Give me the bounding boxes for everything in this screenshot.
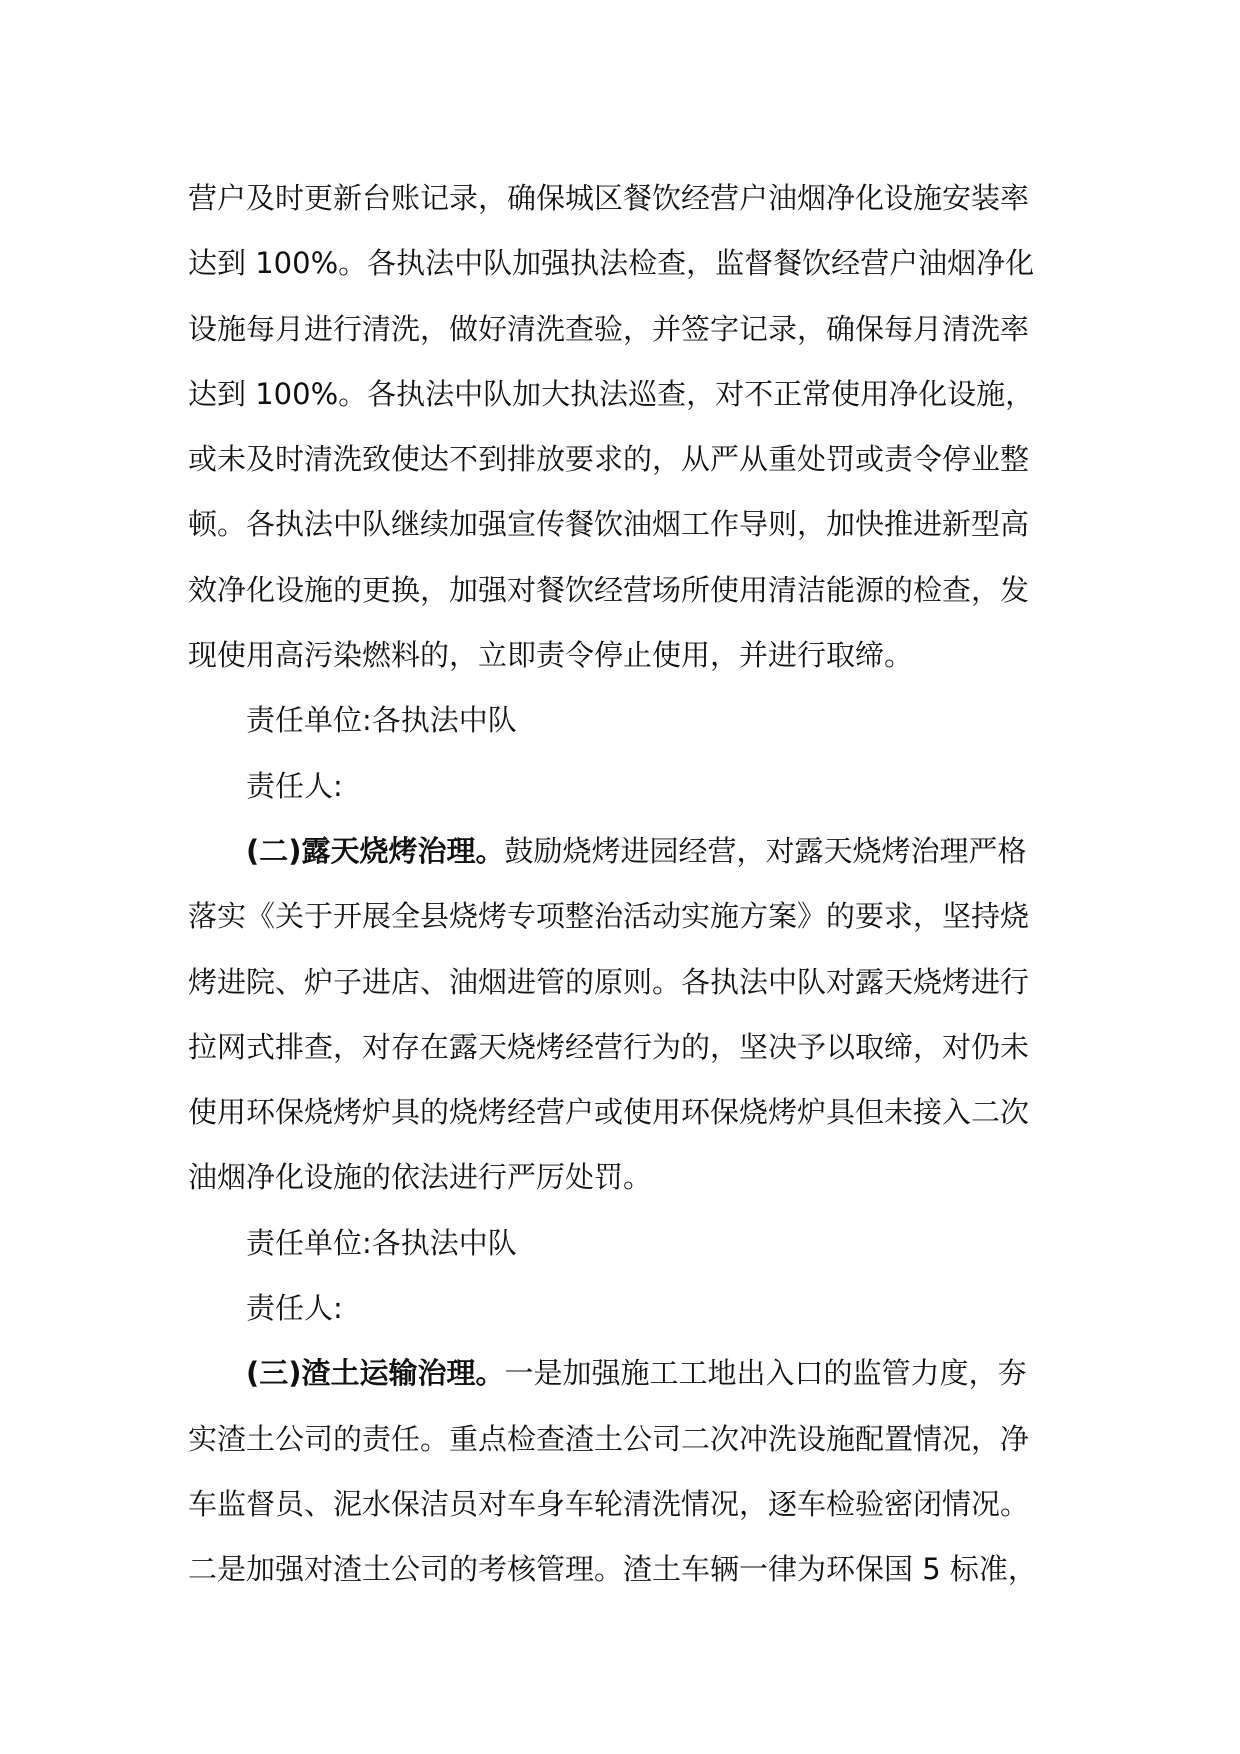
section-2-first-line-text: 鼓励烧烤进园经营，对露天烧烤治理严格	[504, 833, 1027, 868]
responsible-unit: 责任单位:各执法中队	[246, 1225, 517, 1260]
paragraph-line: 或未及时清洗致使达不到排放要求的，从严从重处罚或责令停业整	[188, 442, 1030, 477]
paragraph-line: 顿。各执法中队继续加强宣传餐饮油烟工作导则，加快推进新型高	[188, 507, 1030, 542]
responsible-unit: 责任单位:各执法中队	[246, 703, 517, 738]
responsible-person: 责任人:	[246, 1291, 343, 1326]
paragraph-line: 效净化设施的更换，加强对餐饮经营场所使用清洁能源的检查，发	[188, 572, 1030, 607]
paragraph-line: 二是加强对渣土公司的考核管理。渣土车辆一律为环保国 5 标准，	[188, 1552, 1037, 1587]
paragraph-line: 营户及时更新台账记录，确保城区餐饮经营户油烟净化设施安装率	[188, 181, 1030, 215]
paragraph-line: 达到 100%。各执法中队加强执法检查，监督餐饮经营户油烟净化	[188, 246, 1035, 281]
section-2-heading: (二)露天烧烤治理。	[246, 833, 505, 868]
paragraph-line: 设施每月进行清洗，做好清洗查验，并签字记录，确保每月清洗率	[188, 311, 1030, 346]
paragraph-line: 烤进院、炉子进店、油烟进管的原则。各执法中队对露天烧烤进行	[188, 964, 1030, 999]
document-body	[188, 166, 1040, 1603]
paragraph-line: 使用环保烧烤炉具的烧烤经营户或使用环保烧烤炉具但未接入二次	[188, 1095, 1030, 1130]
section-3-heading: (三)渣土运输治理。	[246, 1356, 505, 1391]
paragraph-line: 油烟净化设施的依法进行严厉处罚。	[188, 1160, 653, 1195]
paragraph-line: 拉网式排查，对存在露天烧烤经营行为的，坚决予以取缔，对仍未	[188, 1029, 1030, 1064]
section-3-first-line-text: 一是加强施工工地出入口的监管力度，夯	[504, 1356, 1027, 1391]
paragraph-line: 落实《关于开展全县烧烤专项整治活动实施方案》的要求，坚持烧	[188, 899, 1030, 934]
section-2-first-line	[188, 819, 1040, 884]
paragraph-line: 达到 100%。各执法中队加大执法巡查，对不正常使用净化设施，	[188, 376, 1035, 411]
paragraph-line: 实渣土公司的责任。重点检查渣土公司二次冲洗设施配置情况，净	[188, 1421, 1030, 1456]
paragraph-line: 现使用高污染燃料的，立即责令停止使用，并进行取缔。	[188, 638, 914, 673]
paragraph-line: 车监督员、泥水保洁员对车身车轮清洗情况，逐车检验密闭情况。	[188, 1486, 1030, 1521]
section-3-first-line	[188, 1341, 1040, 1406]
responsible-person: 责任人:	[246, 768, 343, 803]
